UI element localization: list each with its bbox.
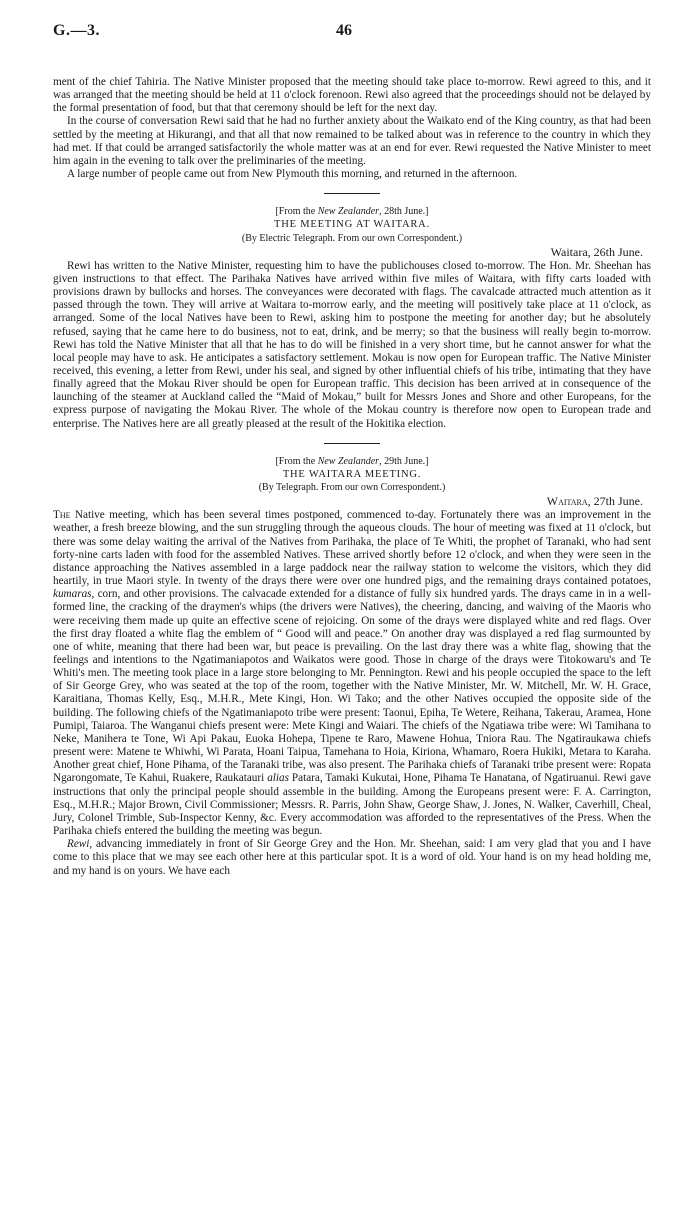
source-newspaper: New Zealander: [317, 206, 380, 218]
dateline-place: Waitara: [546, 494, 588, 509]
article-2-byline: (By Telegraph. From our own Correspondent.): [258, 482, 446, 494]
document-reference: G.—3.: [53, 22, 100, 39]
source-prefix: [From the: [275, 455, 318, 467]
article-2-source: [53, 455, 651, 468]
paragraph-text: Patara, Tamaki Kukutai, Hone, Pihama Te Hanatana, of Ngatiruanui. Rewi gave instructions that only the principal people should assemble in the building. Among the Europeans present were: F. A. Carrington, Esq., M.H.R.; Major Brown, Civil Commissioner; Messrs. R. Parris, John Shaw, George Shaw, J. Jones, N. Walker, Caverhill, Cheal, Jury, Colonel Trimble, Sub-Inspector Kenny, &c. Every accommodation was afforded to the representatives of the Press. When the Parihaka chiefs entered the building the meeting was begun.: [53, 772, 651, 838]
italic-word: alias: [267, 772, 289, 785]
lead-word: The: [53, 509, 71, 522]
article-2-title: THE WAITARA MEETING.: [282, 468, 422, 480]
article-1-byline: (By Electric Telegraph. From our own Correspondent.): [241, 232, 463, 244]
intro-paragraph-3: A large number of people came out from New Plymouth this morning, and returned in the afternoon.: [67, 168, 518, 181]
article-1-source: [53, 205, 651, 218]
paragraph-text: , corn, and other provisions. The calvacade extended for a distance of fully six hundred yards. The drays came in in a well-formed line, the cracking of the draymen's whips (the drivers were Natives), the cheering, dancing, and waiving of the Maoris who were receiving them made up quite an effective scene of rejoicing. On some of the drays were displayed white and red flags. Over the first dray floated a white flag the emblem of “ Good will and peace.” On another dray was displayed a red flag surmounted by one of white, meaning that there had been war, but peace is prevailing. On the last dray there was a white flag, showing that the feelings and intentions to the Ngatimaniapotos and Waikatos were good. Those in charge of the drays were Titokowaru's and Te Whiti's men. The meeting took place in a large store belonging to Mr. Pennington. Rewi and his people occupied the space to the left of Sir George Grey, who was seated at the top of the room, together with the Native Minister, Mr. W. Mitchell, Mr. W. H. Grace, Karaitiana, Thomas Kelly, Esq., M.H.R., Mete Kingi, Hon. Wi Tako; and the other Natives occupied the opposite side of the building. The following chiefs of the Ngatimaniapoto tribe were present: Taonui, Epiha, Te Wetere, Reihana, Takerau, Aramea, Hone Pumipi, Taiaroa. The Wanganui chiefs present were: Mete Kingi and Waiari. The chiefs of the Ngatiawa tribe were: Wi Tamihana to Neke, Manihera te Tone, Wi Api Pakau, Euoka Hohepa, Tipene te Raro, Mawene Hohua, Tniora Rau. The Ngatiraukawa chiefs present were: Matene te Whiwhi, Wi Parata, Hoani Taipua, Tamehana to Hoia, Kiriona, Whamaro, Roera Hukiki, Metara to Karaha. Another great chief, Hone Pihama, of the Taranaki tribe, was also present. The Parihaka chiefs of Taranaki tribe present were: Ropata Ngarongomate, Te Kahui, Ruakere, Raukatauri: [53, 588, 651, 785]
article-1-dateline: Waitara, 26th June.: [550, 244, 643, 259]
article-2-paragraph-1: [53, 509, 651, 838]
source-date: , 29th June.]: [379, 455, 429, 467]
page-header: [53, 22, 653, 44]
intro-paragraph-2: In the course of conversation Rewi said that he had no further anxiety about the Waikato end of the King country, as that had been settled by the meeting at Hikurangi, and that all that now remained to be talked about was in reference to the country in which they had met. If that could be arranged satisfactorily the whole matter was at an end for ever. Rewi requested the Native Minister to meet him again in the evening to talk over the preliminaries of the meeting.: [53, 115, 651, 167]
section-divider-1: [324, 193, 380, 194]
page-content: [53, 76, 651, 878]
article-1-title: THE MEETING AT WAITARA.: [274, 219, 430, 231]
paragraph-text: , advancing immediately in front of Sir George Grey and the Hon. Mr. Sheehan, said: I am very glad that you and I have come to this place that we may see each other here at this particular spot. It is a word of old. Your hand is on my head holding me, and my hand is on yours. We have each: [53, 838, 651, 877]
article-1-body: Rewi has written to the Native Minister, requesting him to have the publichouses closed to-morrow. The Hon. Mr. Sheehan has given instructions to that effect. The Parihaka Natives have arrived within five miles of Waitara, with fifty carts loaded with provisions drawn by bullocks and horses. The conveyances were decorated with flags. The cavalcade attracted much attention as it passed through the town. They will arrive at Waitara to-morrow early, and the meeting will positively take place at 11 o'clock, as arranged. Some of the local Natives have been to Rewi, asking him to postpone the meeting for another day; but he absolutely refused, saying that he came here to do business, not to eat, drink, and be merry; so that the business will really begin to-morrow. Rewi has told the Native Minister that all that he has to do will be finished in a very short time, but he cannot answer for what the local people may have to ask. He anticipates a satisfactory settlement. Mokau is now open for European traffic. The Native Minister received, this evening, a letter from Rewi, under his seal, and signed by other influential chiefs of his tribe, intimating that they have finally agreed that the Mokau River should be open for European traffic. This decision has been arrived at in consequence of the launching of the steamer at Auckland called the “Maid of Mokau,” built for Messrs Jones and Shore and other Europeans, for the express purpose of navigating the Mokau River. The whole of the Mokau country is therefore now open to European trade and enterprise. The Natives here are all greatly pleased at the result of the Hokitika election.: [53, 259, 651, 430]
speaker-name: Rewi: [67, 838, 90, 851]
dateline-date: , 27th June.: [587, 494, 643, 509]
intro-paragraph-1: ment of the chief Tahiria. The Native Minister proposed that the meeting should take place to-morrow. Rewi agreed to this, and it was arranged that the meeting should be held at 11 o'clock forenoon. Rewi also agreed that the proceedings should not be delayed by the formal presentation of food, but that that ceremony should be left for the next day.: [53, 76, 651, 115]
source-date: , 28th June.]: [379, 206, 429, 218]
source-prefix: [From the: [275, 206, 318, 218]
article-2-dateline: [53, 494, 651, 509]
source-newspaper: New Zealander: [317, 455, 380, 467]
section-divider-2: [324, 443, 380, 444]
page-number: 46: [336, 22, 352, 39]
italic-word: kumaras: [53, 588, 92, 601]
article-2-paragraph-2: [53, 838, 651, 877]
paragraph-text: Native meeting, which has been several times postponed, commenced to-day. Fortunately there was an improvement in the weather, a fresh breeze blowing, and the sun struggling through the aqueous clouds. The hour of meeting was fixed at 11 o'clock, but there was some delay waiting the arrival of the Natives from Parihaka, the place of Te Whiti, the prophet of Taranaki, who had sent forty-nine carts laden with food for the assembled Natives. These arrived shortly before 12 o'clock, and when they were seen in the distance approaching the Natives assembled in a large paddock near the railway station to welcome the visitors, which they did heartily, in true Maori style. In twenty of the drays there were over one hundred pigs, and the remaining drays contained potatoes,: [53, 509, 651, 588]
